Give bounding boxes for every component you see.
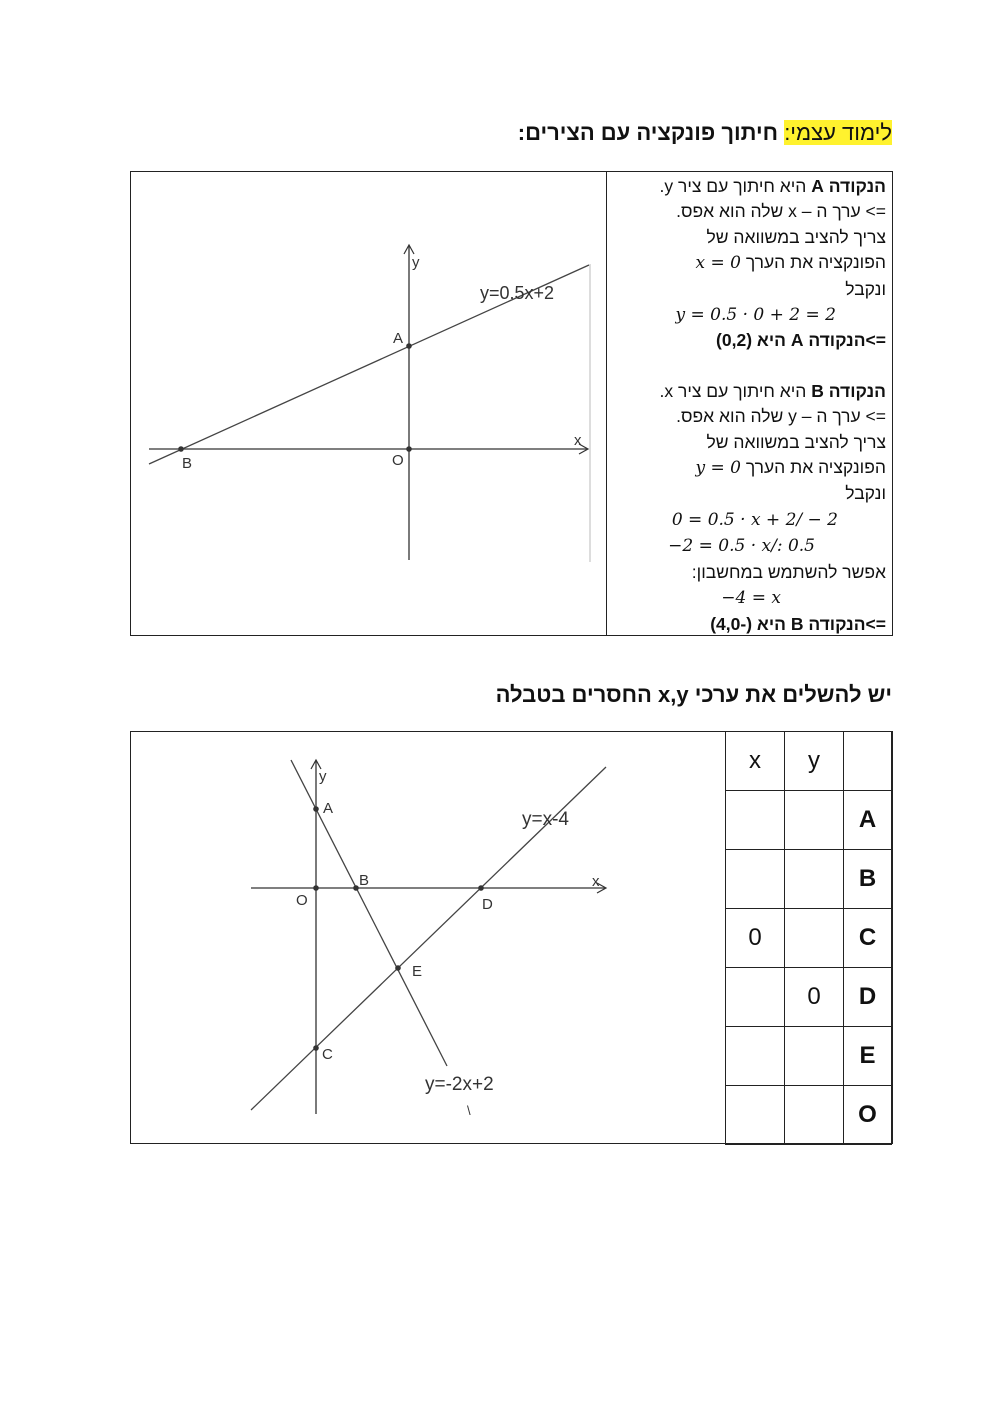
cell-a-y[interactable] <box>785 791 844 850</box>
table-row-c <box>726 909 892 968</box>
b-value-line: הפונקציה את הערך y = 0 <box>695 457 886 479</box>
row-label-c: C <box>844 909 892 968</box>
cell-o-y[interactable] <box>785 1086 844 1145</box>
point-c-label: C <box>322 1046 333 1063</box>
equation-2-label: y=-2x+2 <box>425 1074 494 1095</box>
stray-mark: \ <box>467 1103 471 1118</box>
title-highlight: לימוד עצמי: <box>784 120 892 145</box>
row-label-b: B <box>844 850 892 909</box>
a-value-line: הפונקציה את הערך x = 0 <box>695 252 886 274</box>
point-a-label: A <box>323 800 334 817</box>
row-label-d: D <box>844 968 892 1027</box>
table-row-o <box>726 1086 892 1145</box>
cell-o-x[interactable] <box>726 1086 785 1145</box>
point-d-label: D <box>482 896 493 913</box>
cell-c-y[interactable] <box>785 909 844 968</box>
cell-b-y[interactable] <box>785 850 844 909</box>
table-row-b <box>726 850 892 909</box>
b-calc-line-2: −2 = 0.5 · x/: 0.5 <box>668 536 815 557</box>
a-substitute-line: צריך להציב במשוואה של <box>706 226 886 247</box>
point-e-dot <box>395 965 401 971</box>
graph-line-example <box>131 172 606 635</box>
a-receive-line: ונקבל <box>845 278 886 299</box>
row-label-o: O <box>844 1086 892 1145</box>
point-d-dot <box>478 885 484 891</box>
b-receive-line: ונקבל <box>845 483 886 504</box>
row-label-e: E <box>844 1027 892 1086</box>
table-row-a <box>726 791 892 850</box>
b-calc-line-1: 0 = 0.5 · x + 2/ − 2 <box>671 509 838 530</box>
b-step-line: => ערך ה – y שלה הוא אפס. <box>676 406 886 427</box>
cell-d-x[interactable] <box>726 968 785 1027</box>
x-axis-label: x <box>574 432 582 449</box>
origin-dot <box>313 885 319 891</box>
equation-label: y=0.5x+2 <box>480 283 555 303</box>
line-minus-2x-plus-2 <box>291 760 447 1066</box>
origin-label: O <box>392 452 404 469</box>
a-calc-line: y = 0.5 · 0 + 2 = 2 <box>675 305 836 326</box>
row-label-a: A <box>844 791 892 850</box>
cell-e-x[interactable] <box>726 1027 785 1086</box>
point-c-dot <box>313 1045 319 1051</box>
cell-e-y[interactable] <box>785 1027 844 1086</box>
cell-b-x[interactable] <box>726 850 785 909</box>
b-calculator-line: אפשר להשתמש במחשבון: <box>691 561 886 582</box>
point-a-dot <box>313 806 319 812</box>
a-step-line: => ערך ה – x שלה הוא אפס. <box>676 201 886 222</box>
b-calc-line-3: −4 = x <box>721 588 781 609</box>
b-result-line: =>הנקודה B היא (-4,0) <box>710 613 886 634</box>
header-point <box>844 732 892 791</box>
y-axis-label: y <box>319 768 327 785</box>
header-y: y <box>785 732 844 791</box>
column-divider <box>606 172 607 635</box>
cell-a-x[interactable] <box>726 791 785 850</box>
origin-dot <box>406 446 412 452</box>
origin-label: O <box>296 892 308 909</box>
title-main: חיתוך פונקציה עם הצירים: <box>517 120 779 145</box>
a-intro-line: הנקודה A היא חיתוך עם ציר y. <box>659 176 886 196</box>
graph-two-lines <box>131 732 725 1143</box>
cell-c-x: 0 <box>726 909 785 968</box>
header-x: x <box>726 732 785 791</box>
table-row-e <box>726 1027 892 1086</box>
table-row-d <box>726 968 892 1027</box>
point-e-label: E <box>412 963 423 980</box>
explanation-text <box>608 174 886 637</box>
point-b-dot <box>353 885 359 891</box>
exercise-box <box>130 731 893 1144</box>
section2-title: יש להשלים את ערכי x,y החסרים בטבלה <box>495 682 892 707</box>
a-result-line: =>הנקודה A היא (0,2) <box>716 330 886 351</box>
section1-title <box>518 120 892 146</box>
cell-d-y: 0 <box>785 968 844 1027</box>
table-header-row <box>726 732 892 791</box>
point-b-label: B <box>359 872 370 889</box>
b-substitute-line: צריך להציב במשוואה של <box>706 431 886 452</box>
y-axis-label: y <box>412 254 420 271</box>
equation-1-label: y=x-4 <box>522 809 569 830</box>
point-a-dot <box>406 343 412 349</box>
values-table <box>725 731 892 1145</box>
point-b-label: B <box>182 455 193 472</box>
point-a-label: A <box>393 330 404 347</box>
b-intro-line: הנקודה B היא חיתוך עם ציר x. <box>659 380 886 401</box>
intercepts-example-box <box>130 171 893 636</box>
x-axis-label: x <box>592 873 600 890</box>
point-b-dot <box>178 446 184 452</box>
